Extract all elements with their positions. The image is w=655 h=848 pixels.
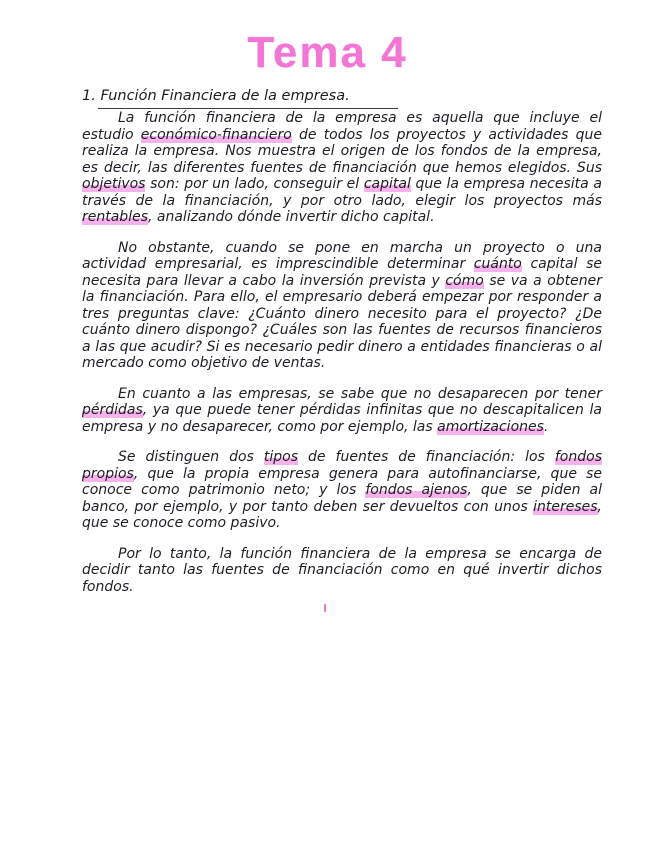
highlighted-term: económico-financiero [140,126,292,143]
heading-underline [98,108,398,109]
highlighted-term: pérdidas [82,402,143,418]
paragraph [82,386,602,436]
highlighted-term: intereses [533,498,598,515]
text-run: se va a obtener la financiación. Para ello, el empresario deberá empezar por responder a tres preguntas clave: ¿Cuánto dinero necesito para el proyecto? ¿De cuánto dinero dispongo? ¿Cuáles son las fuentes de recursos financieros a las que acudir? Si es necesario pedir dinero a entidades financieras o al mercado como objetivo de ventas. [82,272,602,371]
paragraph [82,240,602,372]
text-run: Se distinguen dos [118,449,264,465]
text-run: , que se piden al banco, por ejemplo, y por tanto deben ser devueltos con unos [82,482,602,515]
highlighted-term: rentables [82,209,148,225]
highlighted-term: cómo [445,272,484,289]
text-run: son: por un lado, conseguir el [145,176,364,192]
text-run: La función financiera de la empresa es aquella que incluye el estudio [82,110,602,143]
stray-pink-mark [324,604,326,612]
paragraph [82,546,602,596]
highlighted-term: capital [363,176,411,192]
highlighted-term: tipos [263,449,299,465]
highlighted-term: fondos propios [82,449,602,482]
text-run: capital se necesita para llevar a cabo la inversión prevista y [82,256,602,289]
text-run: de todos los proyectos y actividades que realiza la empresa. Nos muestra el origen de los fondos de la empresa, es decir, las diferentes fuentes de financiación que hemos elegidos. Sus [82,126,603,176]
paragraph [82,110,602,226]
text-run: , analizando dónde invertir dicho capital. [148,209,435,225]
highlighted-term: fondos ajenos [365,482,468,498]
text-run: , que se conoce como pasivo. [82,498,602,531]
highlighted-term: objetivos [82,176,146,192]
text-run: . [543,418,549,435]
text-run: Por lo tanto, la función financiera de la empresa se encarga de decidir tanto las fuentes de financiación como en qué invertir dichos fondos. [82,545,602,595]
text-run: , que la propia empresa genera para autofinanciarse, que se conoce como patrimonio neto; y los [82,465,602,498]
text-run: , ya que puede tener pérdidas infinitas que no descapitalicen la empresa y no desaparecer, como por ejemplo, las [82,402,602,435]
text-run: No obstante, cuando se pone en marcha un proyecto o una actividad empresarial, es imprescindible determinar [82,239,602,272]
handwritten-body [82,110,602,609]
section-heading: 1. Función Financiera de la empresa. [82,88,350,104]
text-run: que la empresa necesita a través de la financiación, y por otro lado, elegir los proyectos más [82,176,602,209]
text-run: de fuentes de financiación: los [298,449,555,465]
text-run: En cuanto a las empresas, se sabe que no desaparecen por tener [118,385,602,402]
paragraph [82,449,602,532]
highlighted-term: cuánto [473,256,522,272]
highlighted-term: amortizaciones [437,418,544,435]
page-title: Tema 4 [247,28,408,77]
